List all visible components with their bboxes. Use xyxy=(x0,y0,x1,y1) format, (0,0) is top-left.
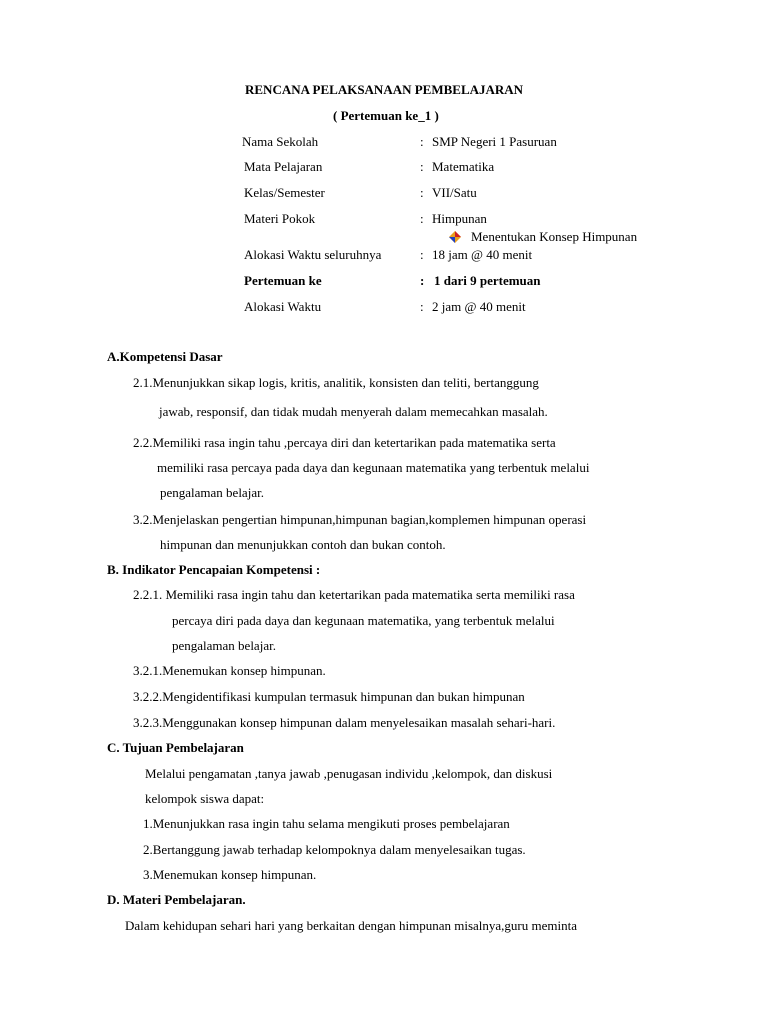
section-b-line: 3.2.2.Mengidentifikasi kumpulan termasuk himpunan dan bukan himpunan xyxy=(133,689,525,704)
identity-sep: : xyxy=(420,247,424,262)
section-a-heading: A.Kompetensi Dasar xyxy=(107,349,223,364)
document-title: RENCANA PELAKSANAAN PEMBELAJARAN xyxy=(245,82,524,97)
identity-sep: : xyxy=(420,273,425,288)
identity-value-meeting: 1 dari 9 pertemuan xyxy=(434,273,541,288)
identity-value-class: VII/Satu xyxy=(432,185,477,200)
section-b-heading: B. Indikator Pencapaian Kompetensi : xyxy=(107,562,321,577)
identity-value-school: SMP Negeri 1 Pasuruan xyxy=(432,134,557,149)
identity-label-subject: Mata Pelajaran xyxy=(244,159,323,174)
identity-label-class: Kelas/Semester xyxy=(244,185,325,200)
section-d-line: Dalam kehidupan sehari hari yang berkaitan dengan himpunan misalnya,guru meminta xyxy=(125,918,577,933)
section-a-line: jawab, responsif, dan tidak mudah menyerah dalam memecahkan masalah. xyxy=(159,404,548,419)
identity-label-meeting: Pertemuan ke xyxy=(244,273,322,288)
section-a-line: memiliki rasa percaya pada daya dan kegunaan matematika yang terbentuk melalui xyxy=(157,460,590,475)
section-a-line: himpunan dan menunjukkan contoh dan bukan contoh. xyxy=(160,537,446,552)
identity-sep: : xyxy=(420,134,424,149)
section-b-line: percaya diri pada daya dan kegunaan matematika, yang terbentuk melalui xyxy=(172,613,555,628)
section-c-line: 2.Bertanggung jawab terhadap kelompoknya dalam menyelesaikan tugas. xyxy=(143,842,526,857)
identity-value-time: 2 jam @ 40 menit xyxy=(432,299,526,314)
section-c-heading: C. Tujuan Pembelajaran xyxy=(107,740,244,755)
topic-sub-bullet: Menentukan Konsep Himpunan xyxy=(471,229,638,244)
section-b-line: pengalaman belajar. xyxy=(172,638,276,653)
section-a-line: 2.2.Memiliki rasa ingin tahu ,percaya diri dan ketertarikan pada matematika serta xyxy=(133,435,556,450)
identity-sep: : xyxy=(420,185,424,200)
section-c-line: 1.Menunjukkan rasa ingin tahu selama mengikuti proses pembelajaran xyxy=(143,816,510,831)
section-a-line: pengalaman belajar. xyxy=(160,485,264,500)
identity-sep: : xyxy=(420,159,424,174)
meeting-subtitle: ( Pertemuan ke_1 ) xyxy=(333,108,439,123)
section-a-line: 2.1.Menunjukkan sikap logis, kritis, analitik, konsisten dan teliti, bertanggung xyxy=(133,375,539,390)
diamond-bullet-icon xyxy=(449,231,461,243)
identity-label-topic: Materi Pokok xyxy=(244,211,316,226)
section-a-line: 3.2.Menjelaskan pengertian himpunan,himpunan bagian,komplemen himpunan operasi xyxy=(133,512,587,527)
section-b-line: 3.2.3.Menggunakan konsep himpunan dalam menyelesaikan masalah sehari-hari. xyxy=(133,715,556,730)
identity-value-total-time: 18 jam @ 40 menit xyxy=(432,247,533,262)
section-c-line: kelompok siswa dapat: xyxy=(145,791,265,806)
identity-label-school: Nama Sekolah xyxy=(242,134,319,149)
identity-label-total-time: Alokasi Waktu seluruhnya xyxy=(244,247,382,262)
section-b-line: 2.2.1. Memiliki rasa ingin tahu dan ketertarikan pada matematika serta memiliki rasa xyxy=(133,587,575,602)
section-d-heading: D. Materi Pembelajaran. xyxy=(107,892,246,907)
identity-sep: : xyxy=(420,299,424,314)
section-b-line: 3.2.1.Menemukan konsep himpunan. xyxy=(133,663,326,678)
identity-sep: : xyxy=(420,211,424,226)
identity-value-topic: Himpunan xyxy=(432,211,487,226)
section-c-line: Melalui pengamatan ,tanya jawab ,penugasan individu ,kelompok, dan diskusi xyxy=(145,766,553,781)
identity-label-time: Alokasi Waktu xyxy=(244,299,322,314)
section-c-line: 3.Menemukan konsep himpunan. xyxy=(143,867,317,882)
identity-value-subject: Matematika xyxy=(432,159,495,174)
